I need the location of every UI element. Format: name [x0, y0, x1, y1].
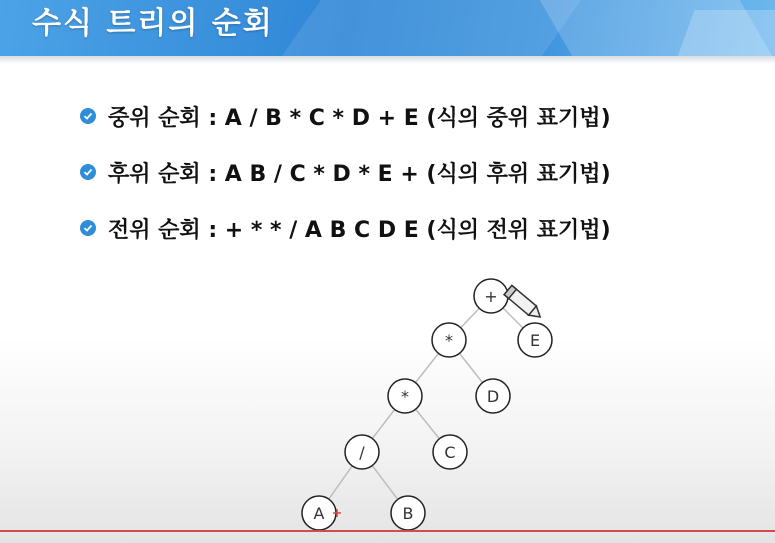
- tree-node-label: E: [529, 331, 541, 350]
- bullet-text: 후위 순회 : A B / C * D * E + (식의 후위 표기법): [108, 161, 611, 187]
- tree-node-plus: [474, 279, 508, 313]
- bullet-text: 전위 순회 : + * * / A B C D E (식의 전위 표기법): [108, 217, 611, 243]
- tree-node-label: *: [445, 331, 453, 350]
- tree-node-label: /: [359, 443, 365, 462]
- tree-node-C: [433, 435, 467, 469]
- tree-node-E: [518, 323, 552, 357]
- tree-node-label: D: [486, 387, 500, 406]
- tree-node-label: B: [402, 504, 414, 523]
- tree-node-D: [476, 379, 510, 413]
- bottom-red-line: [0, 530, 775, 532]
- tree-node-label: A: [313, 504, 325, 523]
- tree-node-A: [302, 496, 336, 530]
- bullet-text: 중위 순회 : A / B * C * D + E (식의 중위 표기법): [108, 105, 611, 131]
- tree-node-mul1: [432, 323, 466, 357]
- tree-node-div: [345, 435, 379, 469]
- tree-node-label: *: [401, 387, 409, 406]
- tree-node-mul2: [388, 379, 422, 413]
- tree-node-label: +: [484, 287, 498, 306]
- tree-node-B: [391, 496, 425, 530]
- tree-nodes: [302, 279, 552, 530]
- slide-title: 수식 트리의 순회: [32, 6, 274, 41]
- tree-node-label: C: [444, 443, 456, 462]
